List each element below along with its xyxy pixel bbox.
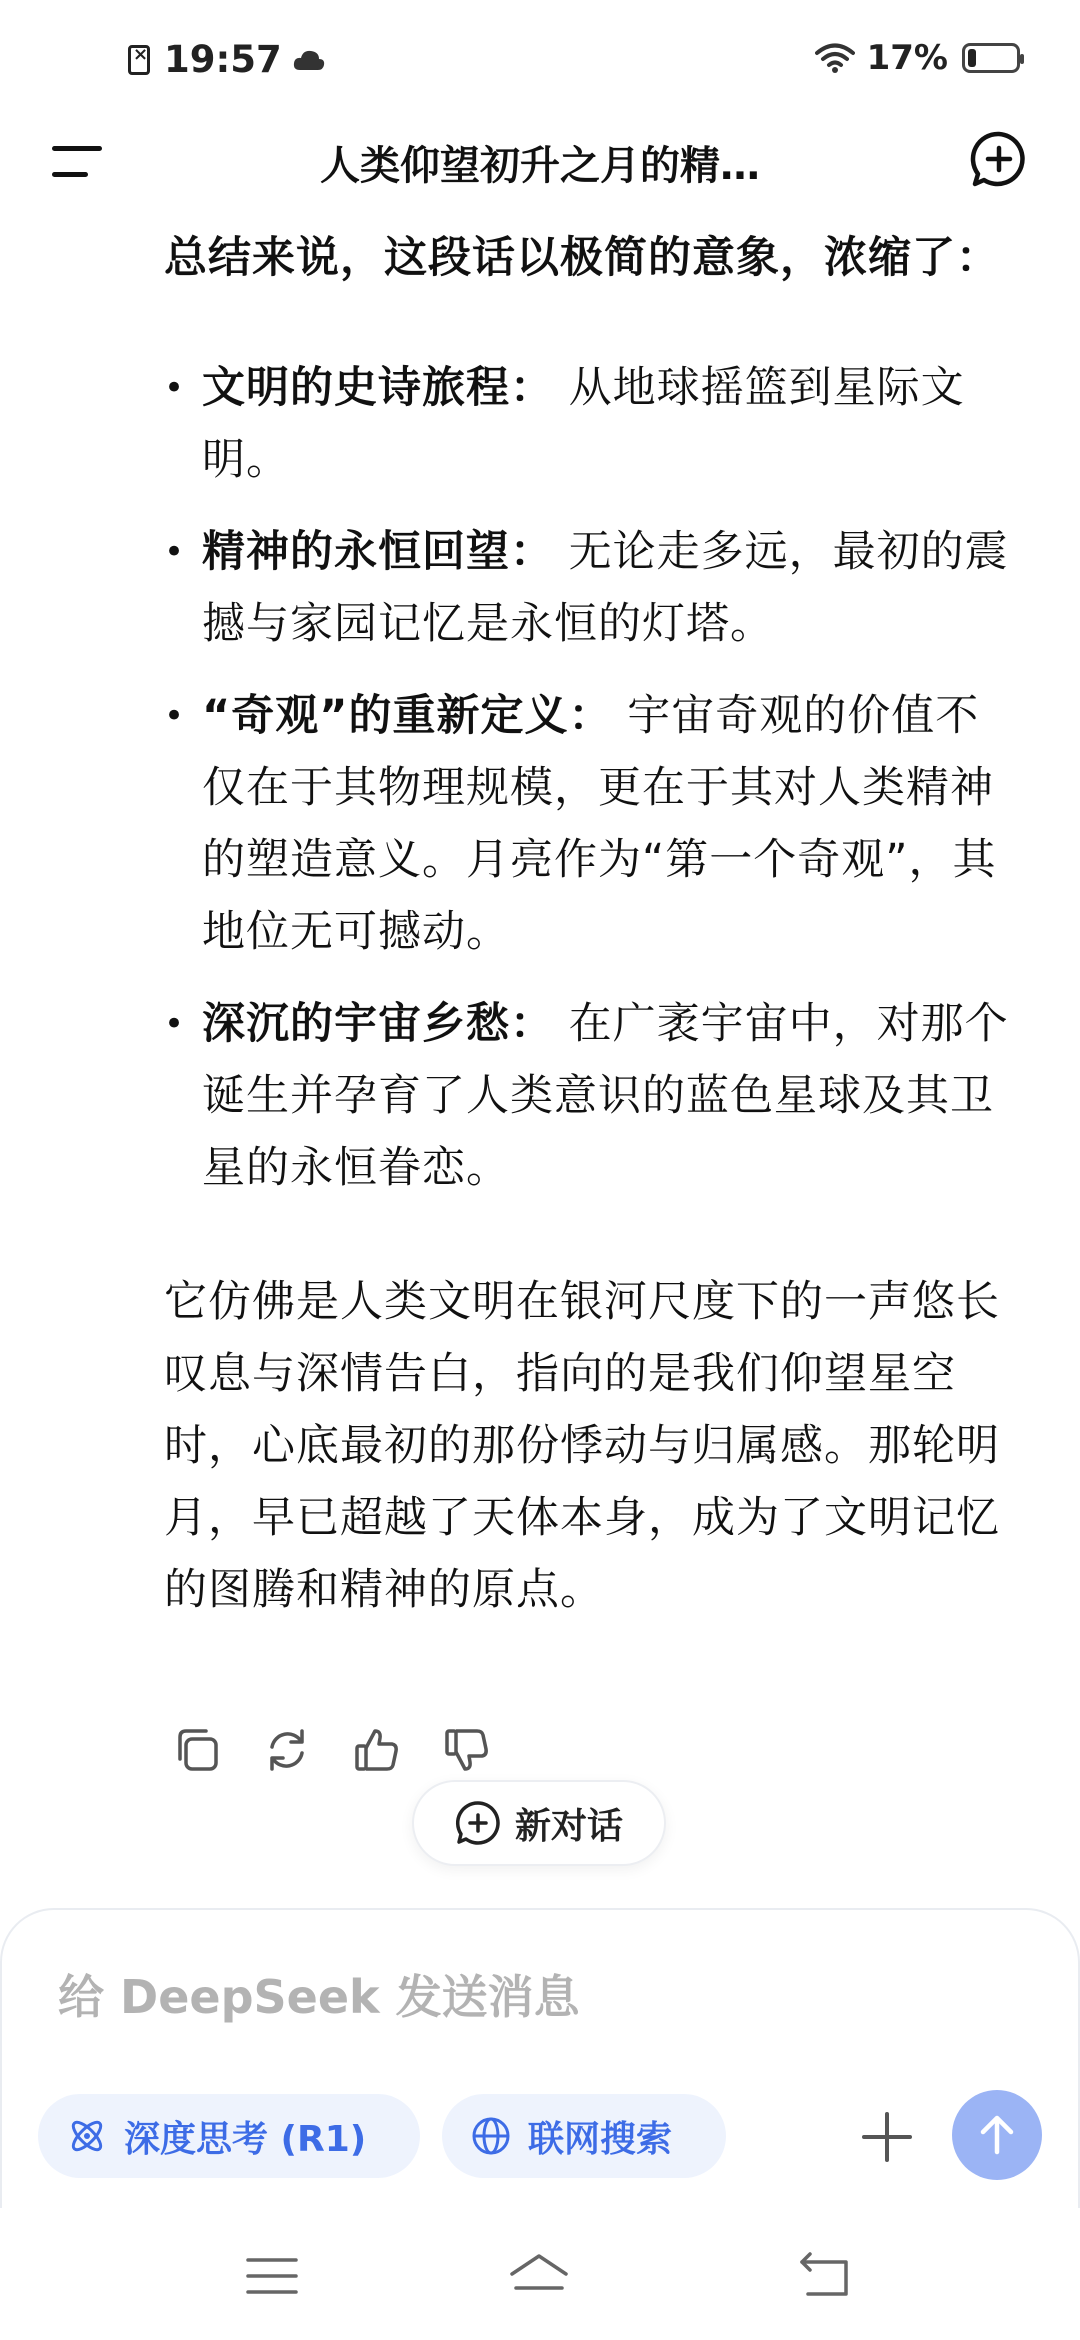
message-input[interactable]	[58, 1970, 858, 2024]
status-left	[128, 38, 326, 81]
list-item	[164, 988, 1022, 1204]
new-chat-button[interactable]	[412, 1780, 666, 1866]
bullet-text: 无论走多远，最初的震撼与家园记忆是永恒的灯塔。	[202, 527, 1009, 649]
back-icon[interactable]	[796, 2250, 852, 2302]
thumbs-down-icon[interactable]	[442, 1725, 492, 1775]
bullet-term: “奇观”的重新定义：	[202, 691, 613, 741]
battery-icon	[962, 43, 1020, 73]
atom-icon	[66, 2115, 108, 2157]
home-icon[interactable]	[508, 2250, 570, 2302]
bullet-text: 在广袤宇宙中，对那个诞生并孕育了人类意识的蓝色星球及其卫星的永恒眷恋。	[202, 999, 1009, 1193]
regenerate-icon[interactable]	[262, 1725, 312, 1775]
status-bar	[0, 0, 1080, 120]
message-composer	[0, 1908, 1080, 2208]
new-chat-label: 新对话	[514, 1805, 623, 1847]
bullet-text: 宇宙奇观的价值不仅在于其物理规模，更在于其对人类精神的塑造意义。月亮作为“第一个奇观”，其地位无可撼动。	[202, 691, 997, 957]
globe-icon	[470, 2115, 512, 2157]
list-item	[164, 680, 1022, 968]
web-search-toggle[interactable]	[442, 2094, 726, 2178]
bullet-term: 深沉的宇宙乡愁：	[202, 999, 554, 1049]
new-chat-icon[interactable]	[970, 130, 1028, 188]
deep-think-toggle[interactable]	[38, 2094, 420, 2178]
thumbs-up-icon[interactable]	[352, 1725, 402, 1775]
message-paragraph: 它仿佛是人类文明在银河尺度下的一声悠长叹息与深情告白，指向的是我们仰望星空时，心底最初的那份悸动与归属感。那轮明月，早已超越了天体本身，成为了文明记忆的图腾和精神的原点。	[164, 1277, 1000, 1615]
new-chat-icon	[455, 1800, 501, 1846]
message-bullet-list	[164, 352, 1022, 1204]
message-actions	[172, 1725, 532, 1775]
send-arrow-icon	[974, 2112, 1020, 2158]
cloud-icon	[292, 48, 326, 72]
plus-icon[interactable]	[860, 2110, 914, 2164]
system-navigation-bar	[0, 2208, 1080, 2340]
battery-fill	[968, 49, 976, 67]
chat-header	[0, 120, 1080, 200]
bullet-text: 从地球摇篮到星际文明。	[202, 363, 965, 485]
wifi-icon	[815, 42, 855, 74]
list-item	[164, 352, 1022, 496]
assistant-message	[164, 222, 1022, 1626]
message-heading: 总结来说，这段话以极简的意象，浓缩了：	[164, 233, 1000, 283]
bullet-term: 文明的史诗旅程：	[202, 363, 554, 413]
send-button[interactable]	[952, 2090, 1042, 2180]
deep-think-label: 深度思考 (R1)	[124, 2118, 367, 2160]
sim-off-icon	[128, 45, 150, 75]
bullet-term: 精神的永恒回望：	[202, 527, 554, 577]
web-search-label: 联网搜索	[528, 2118, 673, 2160]
status-right	[815, 38, 1020, 78]
menu-icon[interactable]	[52, 138, 104, 182]
recents-icon[interactable]	[244, 2250, 300, 2302]
list-item	[164, 516, 1022, 660]
copy-icon[interactable]	[172, 1725, 222, 1775]
chat-title[interactable]: 人类仰望初升之月的精…	[320, 143, 760, 189]
battery-percent: 17%	[866, 38, 948, 78]
status-time: 19:57	[164, 38, 282, 81]
